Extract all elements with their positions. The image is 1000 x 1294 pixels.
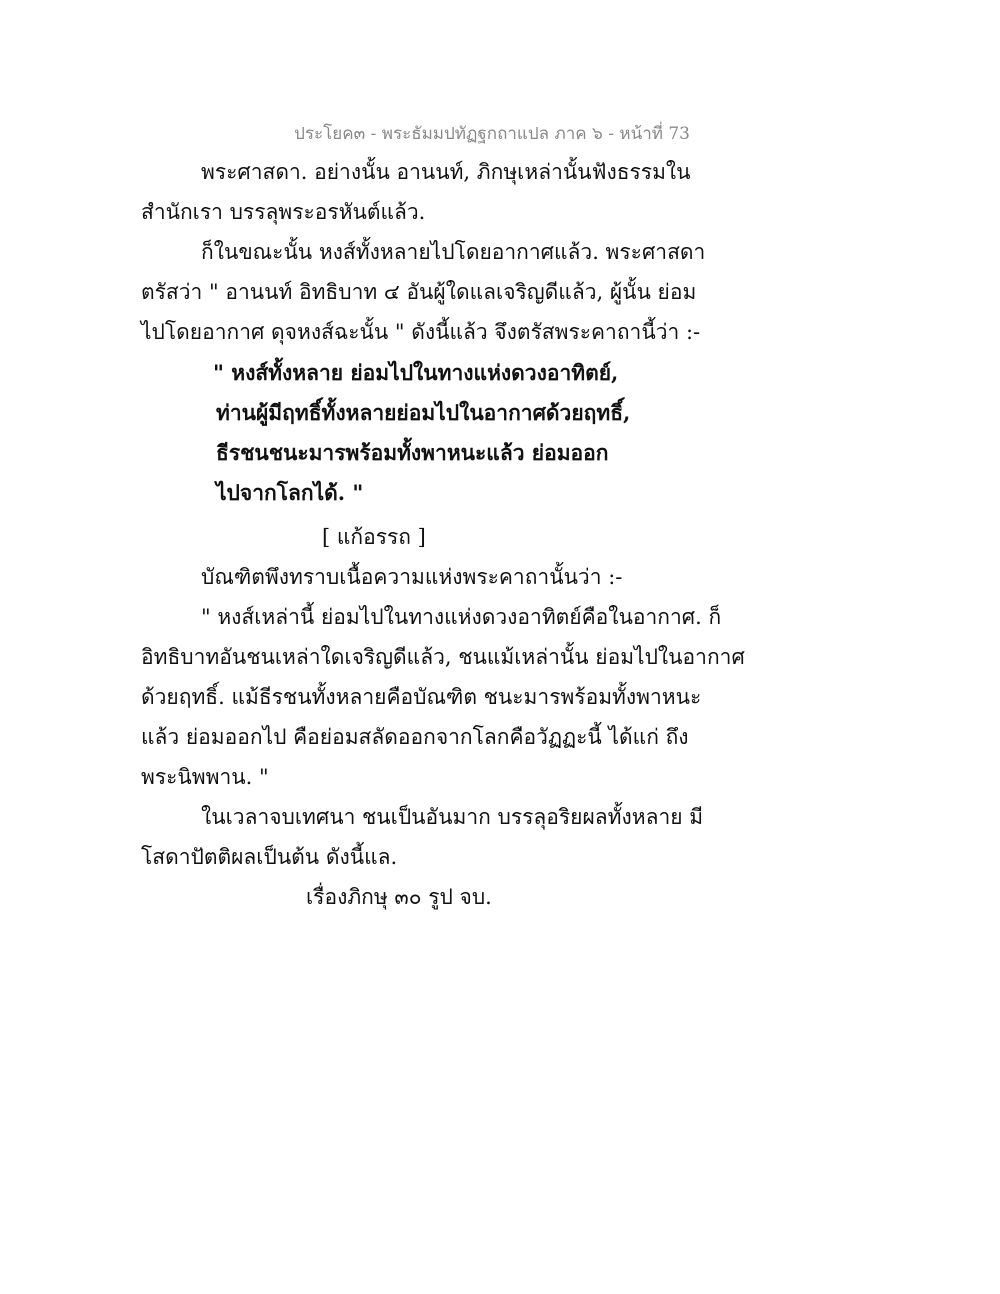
text-line: อิทธิบาทอันชนเหล่าใดเจริญดีแล้ว, ชนแม้เหล่านั้น ย่อมไปในอากาศ [141,645,745,669]
text-line: บัณฑิตพึงทราบเนื้อความแห่งพระคาถานั้นว่า :- [201,565,623,589]
text-line: ในเวลาจบเทศนา ชนเป็นอันมาก บรรลุอริยผลทั้งหลาย มี [201,805,704,829]
section-title: [ แก้อรรถ ] [322,525,426,549]
story-end: เรื่องภิกษุ ๓๐ รูป จบ. [306,885,492,909]
verse-line: ธีรชนชนะมารพร้อมทั้งพาหนะแล้ว ย่อมออก [216,440,609,465]
verse-line: " หงส์ทั้งหลาย ย่อมไปในทางแห่งดวงอาทิตย์, [213,360,619,385]
text-line: แล้ว ย่อมออกไป คือย่อมสลัดออกจากโลกคือวัฏฏะนี้ ได้แก่ ถึง [141,725,689,749]
verse-line: ท่านผู้มีฤทธิ์ทั้งหลายย่อมไปในอากาศด้วยฤทธิ์, [216,400,631,425]
text-line: " หงส์เหล่านี้ ย่อมไปในทางแห่งดวงอาทิตย์คือในอากาศ. ก็ [201,605,722,629]
text-line: ก็ในขณะนั้น หงส์ทั้งหลายไปโดยอากาศแล้ว. พระศาสดา [201,240,706,264]
text-line: พระศาสดา. อย่างนั้น อานนท์, ภิกษุเหล่านั้นฟังธรรมใน [201,160,691,184]
text-line: โสดาปัตติผลเป็นต้น ดังนี้แล. [141,845,398,869]
text-line: ไปโดยอากาศ ดุจหงส์ฉะนั้น " ดังนี้แล้ว จึงตรัสพระคาถานี้ว่า :- [141,320,701,344]
verse-line: ไปจากโลกได้. " [216,480,364,505]
text-line: สำนักเรา บรรลุพระอรหันต์แล้ว. [141,200,426,224]
text-line: ตรัสว่า " อานนท์ อิทธิบาท ๔ อันผู้ใดแลเจริญดีแล้ว, ผู้นั้น ย่อม [141,280,697,304]
text-line: พระนิพพาน. " [141,765,269,789]
page-header: ประโยค๓ - พระธัมมปทัฏฐกถาแปล ภาค ๖ - หน้าที่ 73 [294,124,690,144]
text-line: ด้วยฤทธิ์. แม้ธีรชนทั้งหลายคือบัณฑิต ชนะมารพร้อมทั้งพาหนะ [141,685,702,709]
